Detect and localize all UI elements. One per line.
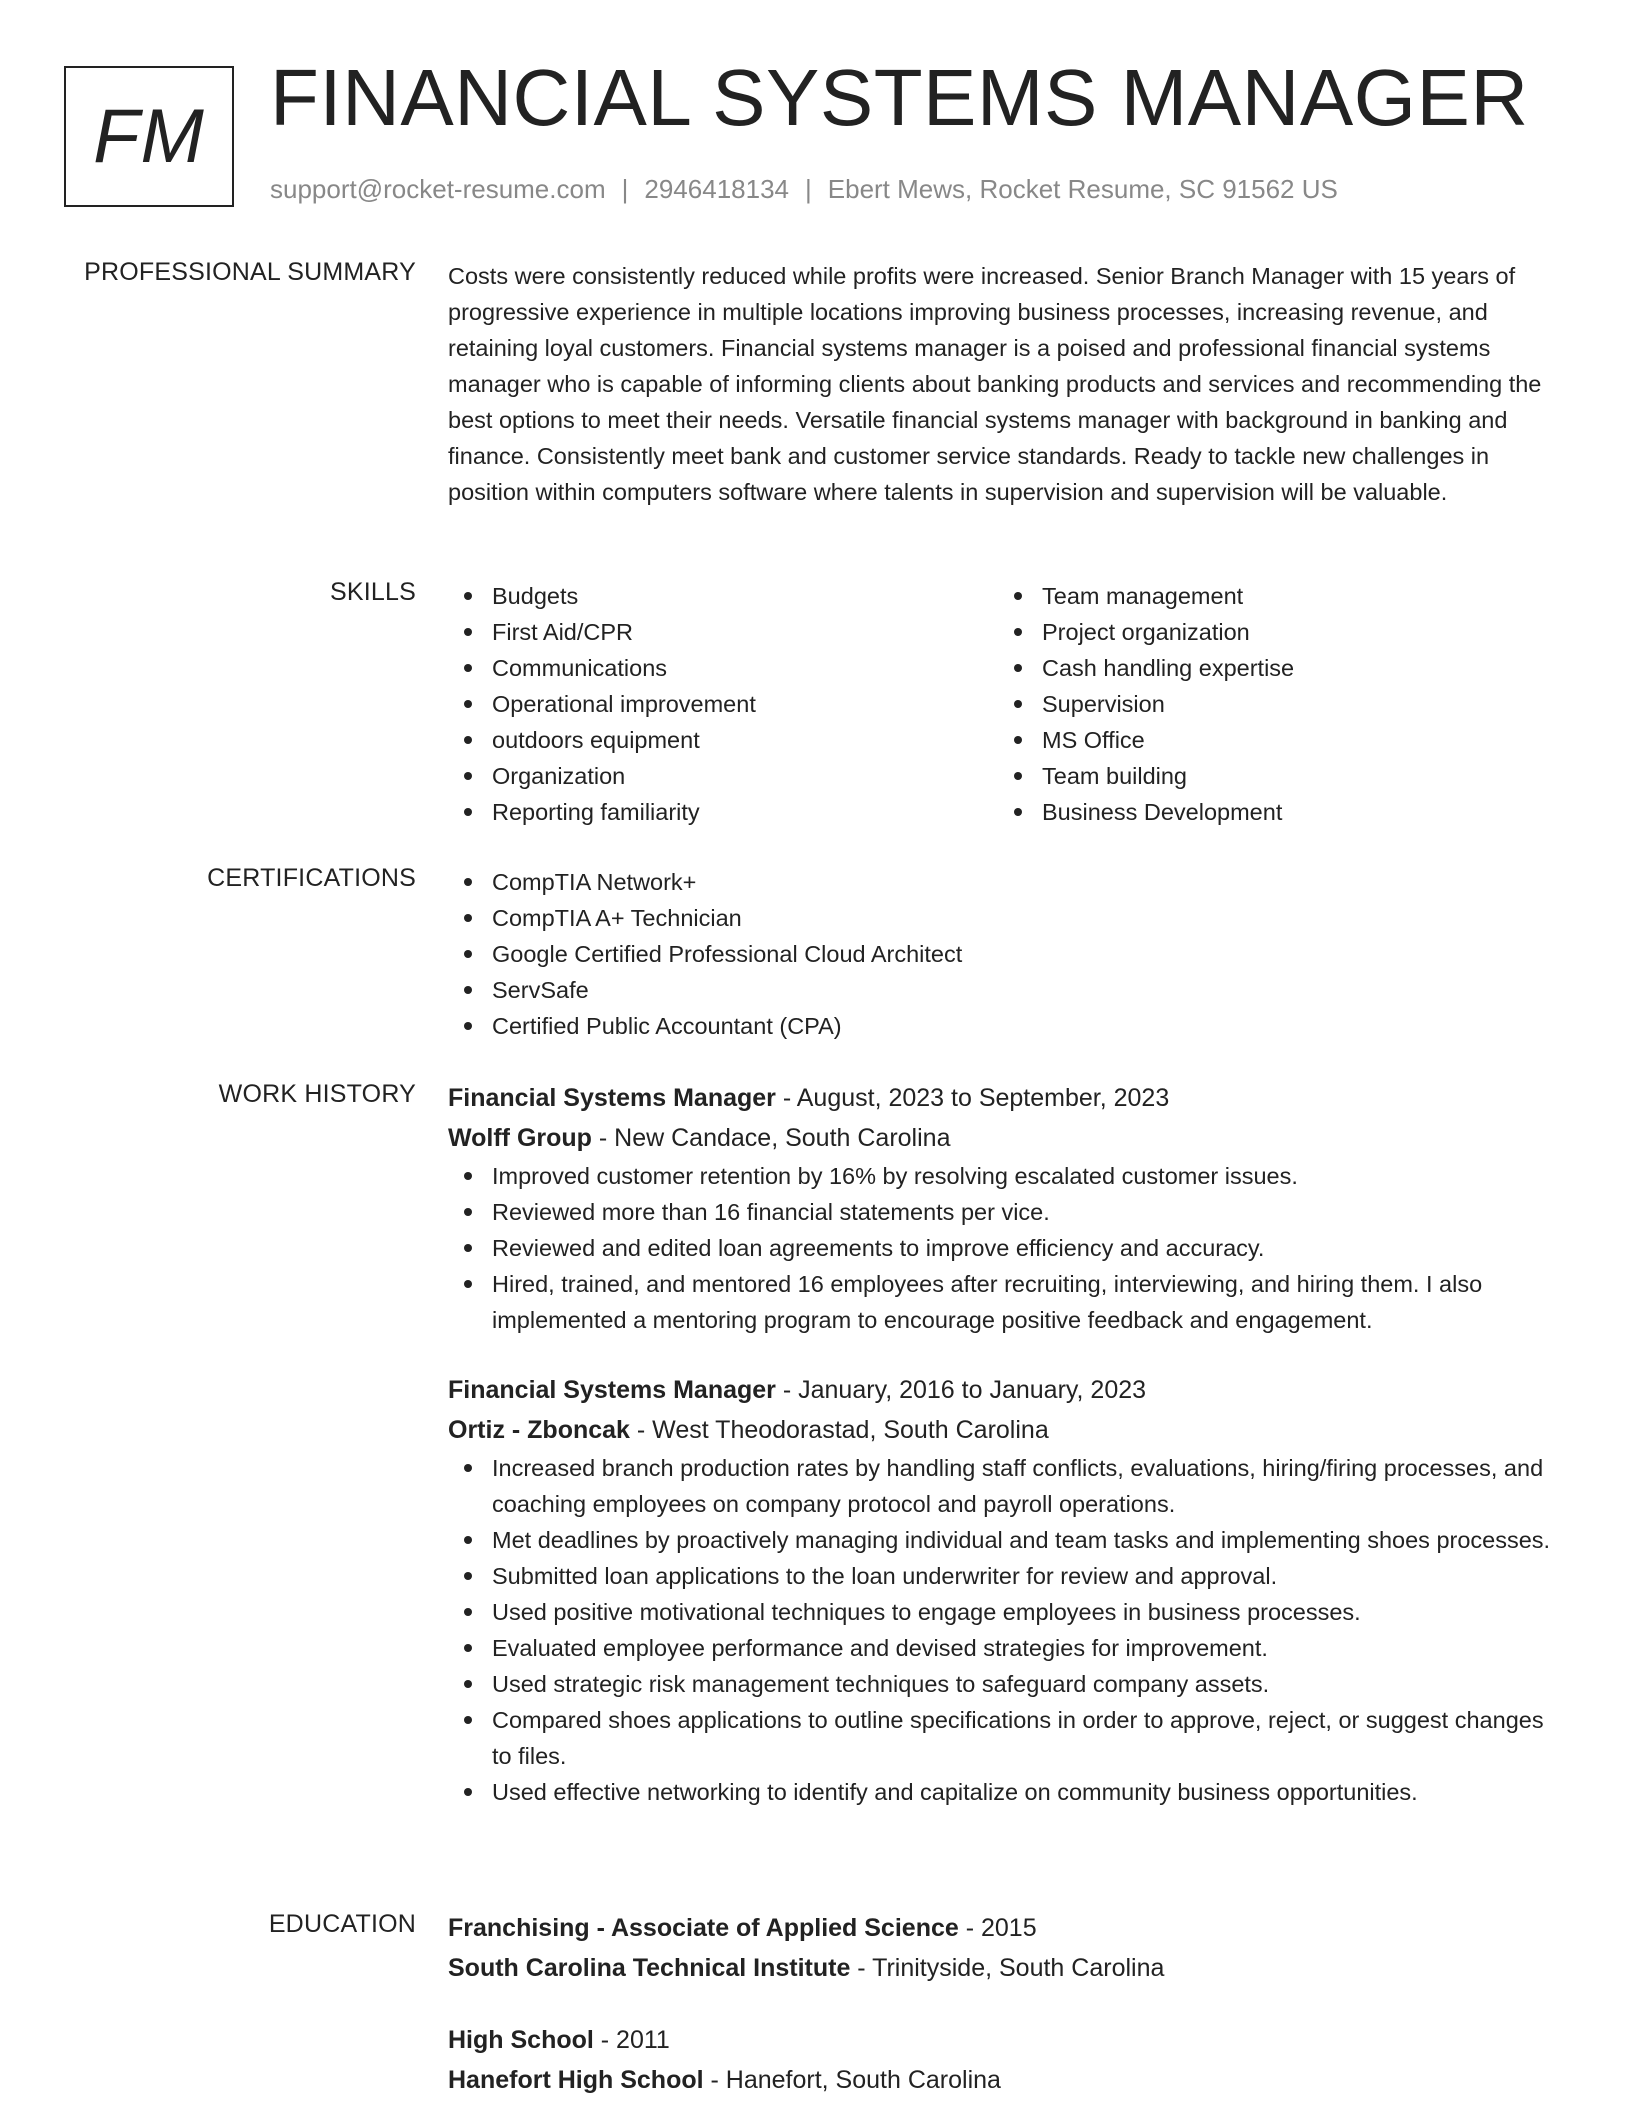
education-school-line bbox=[448, 1948, 1568, 1988]
job-entry bbox=[448, 1078, 1568, 1338]
contact-separator: | bbox=[805, 174, 812, 204]
education-degree-line bbox=[448, 1908, 1568, 1948]
job-bullet: Met deadlines by proactively managing individual and team tasks and implementing shoes processes. bbox=[448, 1522, 1568, 1558]
certification-item: CompTIA Network+ bbox=[448, 864, 1568, 900]
job-bullet: Submitted loan applications to the loan underwriter for review and approval. bbox=[448, 1558, 1568, 1594]
job-company: Wolff Group bbox=[448, 1124, 592, 1152]
education-body bbox=[448, 1908, 1568, 2100]
certification-item: Certified Public Accountant (CPA) bbox=[448, 1008, 1568, 1044]
skills-heading: SKILLS bbox=[330, 578, 416, 606]
monogram-box bbox=[64, 66, 234, 207]
candidate-title: FINANCIAL SYSTEMS MANAGER bbox=[270, 53, 1529, 142]
certification-item: CompTIA A+ Technician bbox=[448, 900, 1568, 936]
certifications-heading: CERTIFICATIONS bbox=[207, 864, 416, 892]
certification-item: ServSafe bbox=[448, 972, 1568, 1008]
skill-item: First Aid/CPR bbox=[448, 614, 998, 650]
education-year: - 2015 bbox=[958, 1914, 1037, 1942]
education-entry bbox=[448, 1908, 1568, 1988]
job-title-line bbox=[448, 1370, 1568, 1410]
job-location: - New Candace, South Carolina bbox=[591, 1124, 951, 1152]
education-location: - Trinityside, South Carolina bbox=[850, 1954, 1165, 1982]
contact-address: Ebert Mews, Rocket Resume, SC 91562 US bbox=[827, 174, 1338, 204]
contact-email: support@rocket-resume.com bbox=[270, 174, 606, 204]
job-dates: - January, 2016 to January, 2023 bbox=[775, 1376, 1147, 1404]
job-bullet: Improved customer retention by 16% by resolving escalated customer issues. bbox=[448, 1158, 1568, 1194]
skill-item: Operational improvement bbox=[448, 686, 998, 722]
education-degree: Franchising - Associate of Applied Science bbox=[448, 1914, 959, 1942]
education-entry bbox=[448, 2020, 1568, 2100]
education-school: South Carolina Technical Institute bbox=[448, 1954, 851, 1982]
skill-item: Business Development bbox=[998, 794, 1548, 830]
contact-separator: | bbox=[621, 174, 629, 204]
job-dates: - August, 2023 to September, 2023 bbox=[775, 1084, 1170, 1112]
skill-item: outdoors equipment bbox=[448, 722, 998, 758]
skill-item: Reporting familiarity bbox=[448, 794, 998, 830]
skill-item: Team management bbox=[998, 578, 1548, 614]
education-degree: High School bbox=[448, 2026, 594, 2054]
job-bullet: Used effective networking to identify and capitalize on community business opportunities. bbox=[448, 1774, 1568, 1810]
skill-item: Team building bbox=[998, 758, 1548, 794]
skill-item: MS Office bbox=[998, 722, 1548, 758]
job-title-line bbox=[448, 1078, 1568, 1118]
job-company: Ortiz - Zboncak bbox=[448, 1416, 630, 1444]
education-year: - 2011 bbox=[593, 2026, 670, 2054]
skill-item: Supervision bbox=[998, 686, 1548, 722]
skill-item: Cash handling expertise bbox=[998, 650, 1548, 686]
job-bullet: Compared shoes applications to outline specifications in order to approve, reject, or suggest changes to files. bbox=[448, 1702, 1568, 1774]
job-title: Financial Systems Manager bbox=[448, 1084, 776, 1112]
contact-phone: 2946418134 bbox=[644, 174, 789, 204]
job-bullet: Evaluated employee performance and devised strategies for improvement. bbox=[448, 1630, 1568, 1666]
work-history-body bbox=[448, 1078, 1568, 1810]
education-degree-line bbox=[448, 2020, 1568, 2060]
job-bullet: Used strategic risk management techniques to safeguard company assets. bbox=[448, 1666, 1568, 1702]
skill-item: Budgets bbox=[448, 578, 998, 614]
job-bullet: Hired, trained, and mentored 16 employees after recruiting, interviewing, and hiring them. I also implemented a mentoring program to encourage positive feedback and engagement. bbox=[448, 1266, 1568, 1338]
skill-item: Project organization bbox=[998, 614, 1548, 650]
job-bullet: Reviewed and edited loan agreements to improve efficiency and accuracy. bbox=[448, 1230, 1568, 1266]
skill-item: Communications bbox=[448, 650, 998, 686]
summary-body bbox=[448, 258, 1568, 510]
job-title: Financial Systems Manager bbox=[448, 1376, 776, 1404]
certifications-list bbox=[448, 864, 1568, 1044]
certifications-body bbox=[448, 864, 1568, 1044]
job-company-line bbox=[448, 1410, 1568, 1450]
job-bullet: Increased branch production rates by handling staff conflicts, evaluations, hiring/firing processes, and coaching employees on company protocol and payroll operations. bbox=[448, 1450, 1568, 1522]
job-company-line bbox=[448, 1118, 1568, 1158]
job-bullet-list bbox=[448, 1450, 1568, 1810]
certification-item: Google Certified Professional Cloud Architect bbox=[448, 936, 1568, 972]
skills-list-left bbox=[448, 578, 998, 830]
education-school: Hanefort High School bbox=[448, 2066, 704, 2094]
job-bullet: Reviewed more than 16 financial statements per vice. bbox=[448, 1194, 1568, 1230]
job-location: - West Theodorastad, South Carolina bbox=[629, 1416, 1049, 1444]
work-history-heading: WORK HISTORY bbox=[218, 1080, 416, 1108]
skill-item: Organization bbox=[448, 758, 998, 794]
skills-list-right bbox=[998, 578, 1548, 830]
education-location: - Hanefort, South Carolina bbox=[703, 2066, 1001, 2094]
job-entry bbox=[448, 1370, 1568, 1810]
skills-body bbox=[448, 578, 1568, 830]
job-bullet: Used positive motivational techniques to engage employees in business processes. bbox=[448, 1594, 1568, 1630]
education-school-line bbox=[448, 2060, 1568, 2100]
contact-line bbox=[270, 174, 1338, 205]
summary-text: Costs were consistently reduced while profits were increased. Senior Branch Manager with 15 years of progressive experience in multiple locations improving business processes, increasing revenue, and retaining loyal customers. Financial systems manager is a poised and professional financial systems manager who is capable of informing clients about banking products and services and recommending the best options to meet their needs. Versatile financial systems manager with background in banking and finance. Consistently meet bank and customer service standards. Ready to tackle new challenges in position within computers software where talents in supervision and supervision will be valuable. bbox=[448, 263, 1542, 505]
job-bullet-list bbox=[448, 1158, 1568, 1338]
monogram-text: FM bbox=[93, 94, 205, 179]
summary-heading: PROFESSIONAL SUMMARY bbox=[84, 258, 416, 286]
education-heading: EDUCATION bbox=[268, 1910, 416, 1938]
